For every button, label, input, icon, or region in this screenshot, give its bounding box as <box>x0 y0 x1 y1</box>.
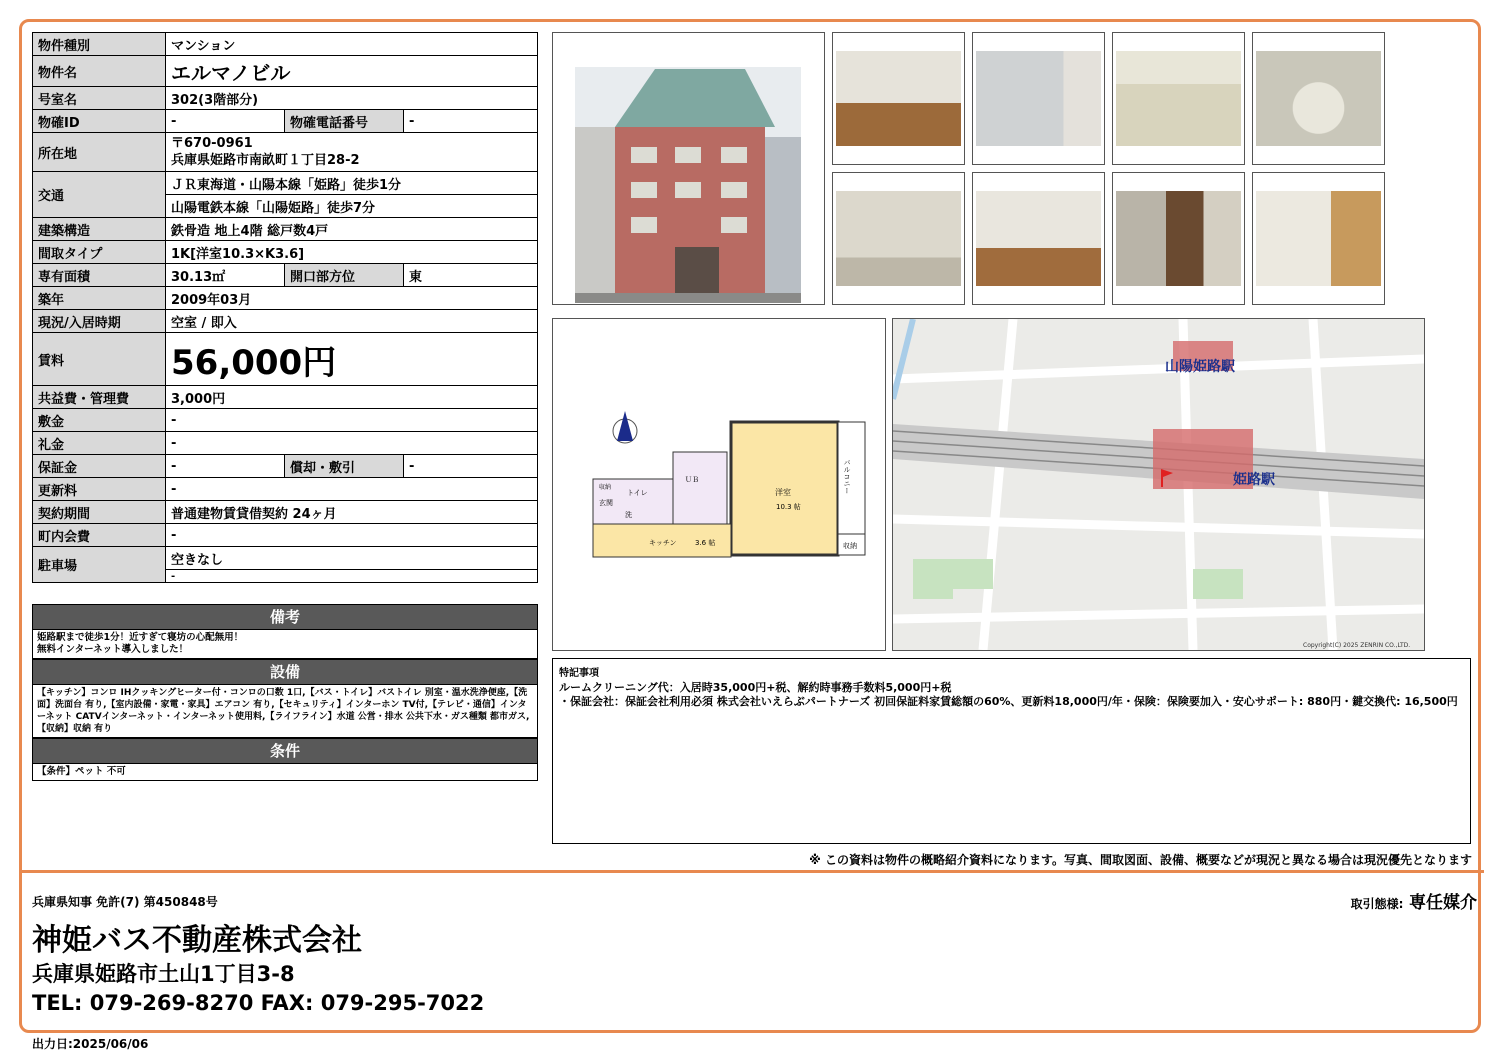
station-label: 山陽姫路駅 <box>1165 359 1235 375</box>
label: 償却・敷引 <box>285 455 404 478</box>
washbasin-photo <box>1252 32 1385 165</box>
compass-icon <box>613 411 637 443</box>
value: - <box>404 455 538 478</box>
setsubi-body: 【キッチン】コンロ IHクッキングヒーター付・コンロの口数 1口,【バス・トイレ】バストイレ 別室・温水洗浄便座,【洗面】洗面台 有り,【室内設備・家電・家具】エアコン 有り,【セキュリティ】インターホン TV付,【テレビ・通信】インターネット CATVインターネット・インターネット使用料,【ライフライン】水道 公営・排水 公共下水・ガス種類 都市ガス,【収納】収納 有り <box>32 684 538 738</box>
kitchen-label: キッチン <box>649 539 677 547</box>
label: 間取タイプ <box>33 241 166 264</box>
kitchen-photo <box>972 32 1105 165</box>
value: 空きなし <box>166 547 538 570</box>
bath-photo <box>1112 32 1245 165</box>
area-map <box>892 318 1425 651</box>
storage-photo <box>1252 172 1385 305</box>
label: 物件名 <box>33 56 166 87</box>
rent-price: 56,000円 <box>166 333 538 386</box>
deal-value: 専任媒介 <box>1409 893 1477 913</box>
address: 兵庫県姫路市南畝町１丁目28-2 <box>171 153 360 168</box>
disclaimer: ※ この資料は物件の概略紹介資料になります。写真、間取図面、設備、概要などが現況と異なる場合は現況優先となります <box>809 853 1472 867</box>
room-size: 10.3 帖 <box>776 503 801 511</box>
kitchen-size: 3.6 帖 <box>695 539 716 547</box>
value: - <box>166 432 538 455</box>
label: 物確ID <box>33 110 166 133</box>
label: 更新料 <box>33 478 166 501</box>
traffic-1: ＪＲ東海道・山陽本線「姫路」徒歩1分 <box>166 172 538 195</box>
value: 302(3階部分) <box>166 87 538 110</box>
value: - <box>166 570 538 583</box>
company-address: 兵庫県姫路市土山1丁目3-8 <box>32 962 295 986</box>
value: 鉄骨造 地上4階 総戸数4戸 <box>166 218 538 241</box>
notes-sections <box>32 604 538 781</box>
label: 建築構造 <box>33 218 166 241</box>
property-spec-table <box>32 32 538 583</box>
label: 契約期間 <box>33 501 166 524</box>
ub-label: ＵＢ <box>685 476 699 484</box>
label: 開口部方位 <box>285 264 404 287</box>
value: - <box>404 110 538 133</box>
bikou-line: 無料インターネット導入しました！ <box>37 644 189 655</box>
property-name: エルマノビル <box>166 56 538 87</box>
toilet-photo <box>832 172 965 305</box>
deal-label: 取引態様: <box>1350 897 1404 911</box>
remarks-line: ルームクリーニング代：入居時35,000円+税、解約時事務手数料5,000円+税 <box>559 681 952 694</box>
label: 保証金 <box>33 455 166 478</box>
label: 共益費・管理費 <box>33 386 166 409</box>
deal-type <box>1351 888 1477 913</box>
remarks-line: ・保証会社：保証会社利用必須 株式会社いえらぶパートナーズ 初回保証料家賃総額の60%、更新料18,000円/年・保険：保険要加入・安心サポート: 880円・鍵交換代: 16,500円 <box>559 695 1458 708</box>
value: - <box>166 478 538 501</box>
address-value <box>166 133 538 172</box>
label: 賃料 <box>33 333 166 386</box>
value: 2009年03月 <box>166 287 538 310</box>
value: 東 <box>404 264 538 287</box>
label: 駐車場 <box>33 547 166 583</box>
company-contact: TEL: 079-269-8270 FAX: 079-295-7022 <box>32 991 485 1015</box>
station-label: 姫路駅 <box>1233 472 1275 488</box>
label: 礼金 <box>33 432 166 455</box>
floorplan-drawing <box>553 319 885 650</box>
building-image <box>575 67 801 303</box>
value: 空室 / 即入 <box>166 310 538 333</box>
label: 専有面積 <box>33 264 166 287</box>
value: - <box>166 409 538 432</box>
balcony-label: バルコニー <box>843 459 851 494</box>
value: 普通建物賃貸借契約 24ヶ月 <box>166 501 538 524</box>
value: 30.13㎡ <box>166 264 285 287</box>
storage-label: 収納 <box>843 542 857 550</box>
label: 物件種別 <box>33 33 166 56</box>
license: 兵庫県知事 免許(7) 第450848号 <box>32 895 218 909</box>
setsubi-header: 設備 <box>32 659 538 684</box>
remarks-title: 特記事項 <box>559 668 599 679</box>
label: 築年 <box>33 287 166 310</box>
value: - <box>166 524 538 547</box>
jouken-body: 【条件】ペット 不可 <box>32 763 538 781</box>
output-date: 出力日:2025/06/06 <box>32 1037 149 1051</box>
value: マンション <box>166 33 538 56</box>
entrance-photo <box>1112 172 1245 305</box>
label: 交通 <box>33 172 166 218</box>
room-photo <box>972 172 1105 305</box>
traffic-2: 山陽電鉄本線「山陽姫路」徒歩7分 <box>166 195 538 218</box>
company-name: 神姫バス不動産株式会社 <box>32 923 362 958</box>
footer-divider <box>19 870 1484 873</box>
label: 現況/入居時期 <box>33 310 166 333</box>
room-label: 洋室 <box>775 488 791 497</box>
wash-label: 洗 <box>625 511 632 519</box>
map-drawing <box>893 319 1424 650</box>
label: 町内会費 <box>33 524 166 547</box>
label: 敷金 <box>33 409 166 432</box>
bikou-body <box>32 629 538 659</box>
jouken-header: 条件 <box>32 738 538 763</box>
zip: 〒670-0961 <box>171 136 253 151</box>
entrance-label: 玄関 <box>599 499 613 507</box>
value: 1K[洋室10.3×K3.6] <box>166 241 538 264</box>
value: 3,000円 <box>166 386 538 409</box>
bikou-header: 備考 <box>32 604 538 629</box>
bikou-line: 姫路駅まで徒歩1分！近すぎて寝坊の心配無用！ <box>37 632 244 643</box>
label: 所在地 <box>33 133 166 172</box>
interior-photo <box>832 32 965 165</box>
remarks-box <box>552 658 1471 844</box>
map-copyright: Copyright(C) 2025 ZENRIN CO.,LTD. <box>1303 642 1411 649</box>
label: 物確電話番号 <box>285 110 404 133</box>
toilet-label: トイレ <box>627 489 648 497</box>
floorplan <box>552 318 886 651</box>
building-photo <box>552 32 825 305</box>
storage-label: 収納 <box>599 484 612 491</box>
label: 号室名 <box>33 87 166 110</box>
value: - <box>166 110 285 133</box>
value: - <box>166 455 285 478</box>
